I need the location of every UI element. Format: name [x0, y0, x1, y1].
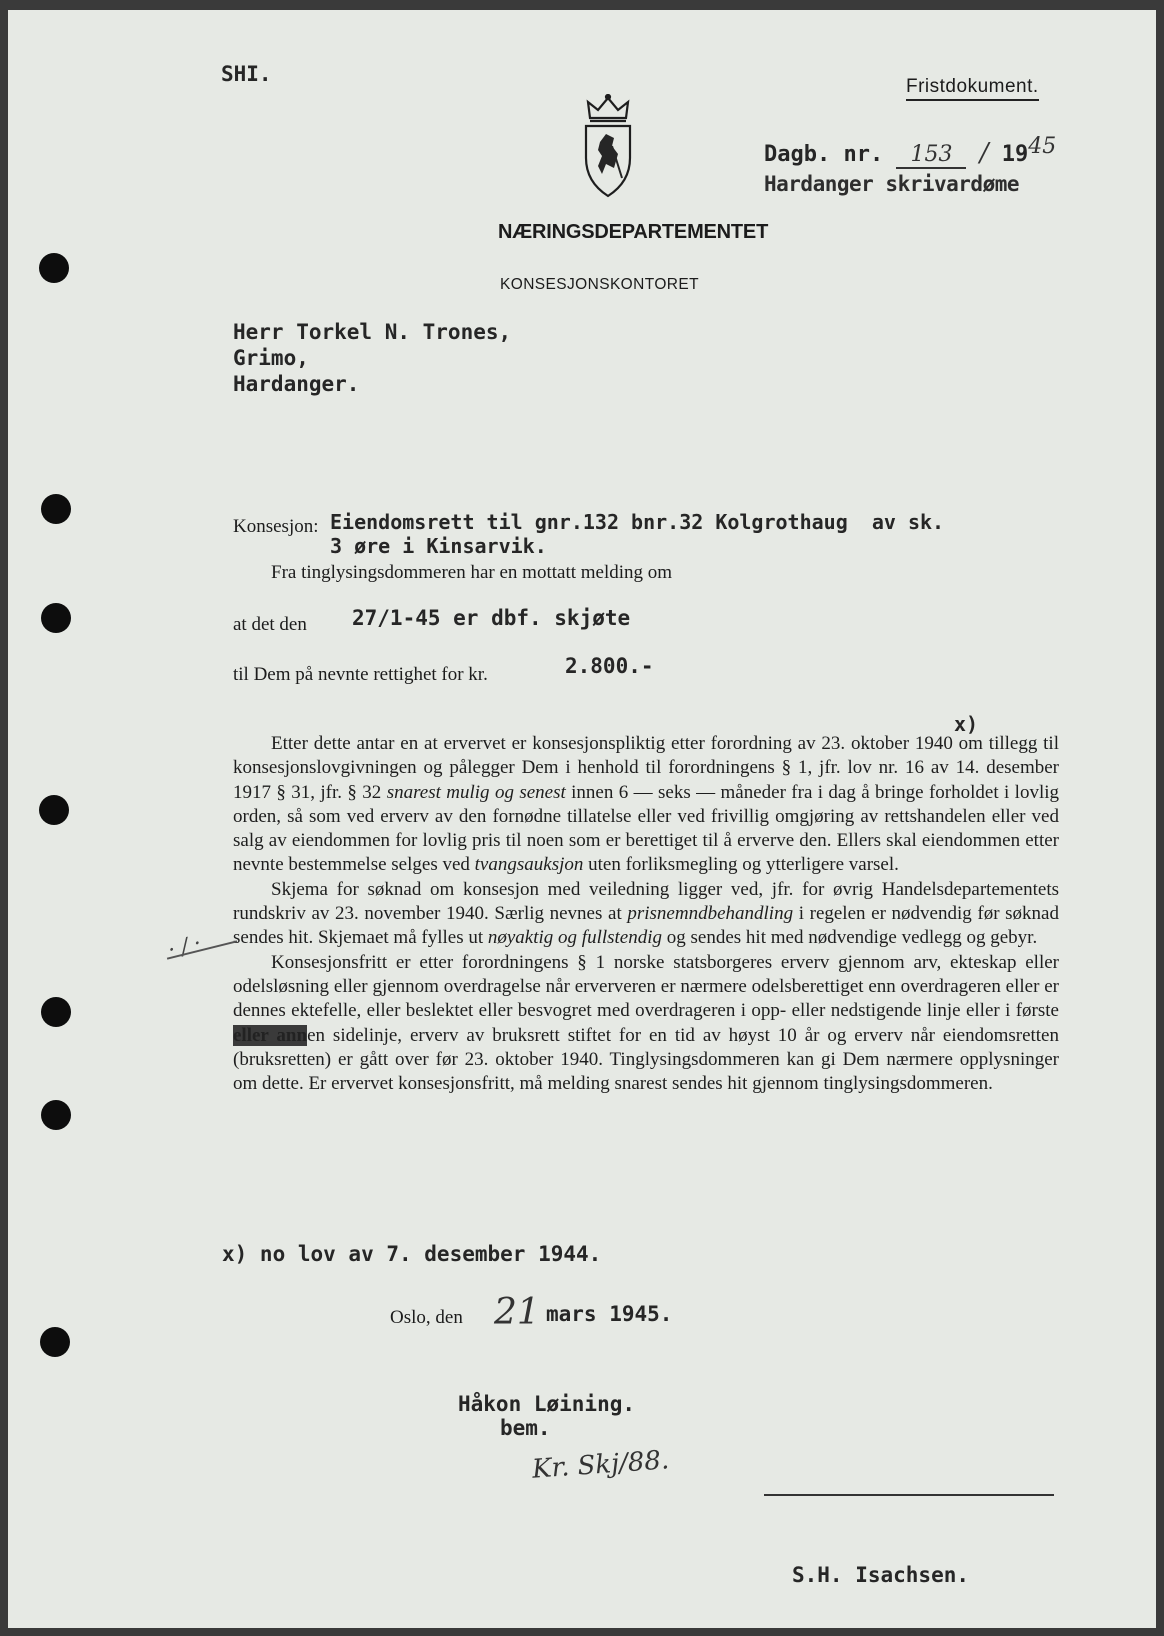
signature-name: Håkon Løining.: [458, 1392, 636, 1416]
paragraph-1: Etter dette antar en at ervervet er konsesjonspliktig etter forordning av 23. oktober 1940 om tillegg til konsesjonslovgivningen og pålegger Dem i henhold til forordningens § 1, jfr. lov nr. 16 av 14. desember 1917 § 31, jfr. § 32 snarest mulig og senest innen 6 — seks — måneder fra i dag å bringe forholdet i lovlig orden, så som ved erverv av den fornødne tillatelse eller ved frivillig omgjøring av rettshandelen eller ved salg av eiendommen for lovlig pris til noen som er berettiget til å erverve den. Ellers skal eiendommen etter nevnte bestemmelse selges ved tvangsauksjon uten forliksmegling og ytterligere varsel.: [233, 733, 1060, 876]
coat-of-arms-icon: [576, 94, 640, 202]
punch-hole: [40, 1327, 70, 1357]
dagb-number: 153: [896, 142, 966, 169]
fristdokument-label: Fristdokument.: [906, 76, 1039, 101]
recipient-line3: Hardanger.: [233, 372, 360, 396]
dagb-stamp: Dagb. nr. 153 / 1945: [764, 134, 1057, 168]
notice-date-value: 27/1-45 er dbf. skjøte: [352, 606, 631, 630]
notice-line1: Fra tinglysingsdommeren har en mottatt melding om: [271, 562, 673, 583]
signature-bem: bem.: [500, 1416, 551, 1440]
signature-line: [764, 1494, 1054, 1496]
document-page: [8, 10, 1156, 1628]
dagb-year-prefix: 19: [1001, 142, 1029, 167]
recipient-line2: Grimo,: [233, 346, 309, 370]
office-heading: KONSESJONSKONTORET: [500, 276, 699, 293]
punch-hole: [41, 603, 71, 633]
dagb-year-suffix: 45: [1028, 134, 1057, 159]
bottom-signature-name: S.H. Isachsen.: [792, 1563, 970, 1587]
paragraph-3: Konsesjonsfritt er etter forordningens § 1 norske statsborgeres erverv gjennom arv, ekteskap eller odelsløsning eller gjennom overdragelse når erververen er nærmere odelsberettiget enn overdrageren eller er dennes ektefelle, eller beslektet eller besvogret med overdrageren i opp- eller nedstigende linje eller i første eller annen sidelinje, erverv av bruksrett stiftet for en tid av høyst 10 år og erverv når eiendomsretten (bruksretten) er gått over før 23. oktober 1940. Tinglysingsdommeren kan gi Dem nærmere opplysninger om dette. Er ervervet konsesjonsfritt, må melding snarest sendes hit gjennom tinglysingsdommeren.: [233, 951, 1059, 1095]
x-mark: x): [954, 712, 979, 736]
ref-code: SHI.: [221, 62, 272, 86]
struck-text: eller ann: [233, 1024, 308, 1046]
punch-hole: [39, 253, 69, 283]
court-stamp: Hardanger skrivardøme: [764, 172, 1020, 196]
notice-date-prefix: at det den: [233, 614, 307, 635]
konsesjon-value-line1: Eiendomsrett til gnr.132 bnr.32 Kolgrothaug av sk.: [330, 510, 945, 534]
notice-price-prefix: til Dem på nevnte rettighet for kr.: [233, 664, 488, 685]
dagb-label: Dagb. nr.: [764, 142, 884, 167]
margin-mark: ·/·: [165, 929, 210, 964]
dateline-prefix: Oslo, den: [390, 1307, 463, 1328]
handwritten-reference: Kr. Skj/88.: [531, 1445, 671, 1485]
body-text: [233, 732, 1059, 1096]
paragraph-2: Skjema for søknad om konsesjon med veiledning ligger ved, jfr. for øvrig Handelsdepartementets rundskriv av 23. november 1940. Særlig nevnes at prisnemndbehandling i regelen er nødvendig før søknad sendes hit. Skjemaet må fylles ut nøyaktig og fullstendig og sendes hit med nødvendige vedlegg og gebyr.: [233, 878, 1059, 949]
ministry-heading: NÆRINGSDEPARTEMENTET: [498, 221, 769, 243]
punch-hole: [41, 997, 71, 1027]
punch-hole: [41, 494, 71, 524]
dateline-day: 21: [494, 1292, 540, 1333]
konsesjon-label: Konsesjon:: [233, 516, 319, 537]
punch-hole: [41, 1100, 71, 1130]
notice-price-value: 2.800.-: [565, 654, 654, 678]
footnote: x) no lov av 7. desember 1944.: [222, 1242, 602, 1266]
dateline-rest: mars 1945.: [546, 1302, 673, 1326]
recipient-block: [233, 319, 511, 397]
punch-hole: [39, 795, 69, 825]
konsesjon-value-line2: 3 øre i Kinsarvik.: [330, 534, 547, 558]
recipient-line1: Herr Torkel N. Trones,: [233, 320, 512, 344]
